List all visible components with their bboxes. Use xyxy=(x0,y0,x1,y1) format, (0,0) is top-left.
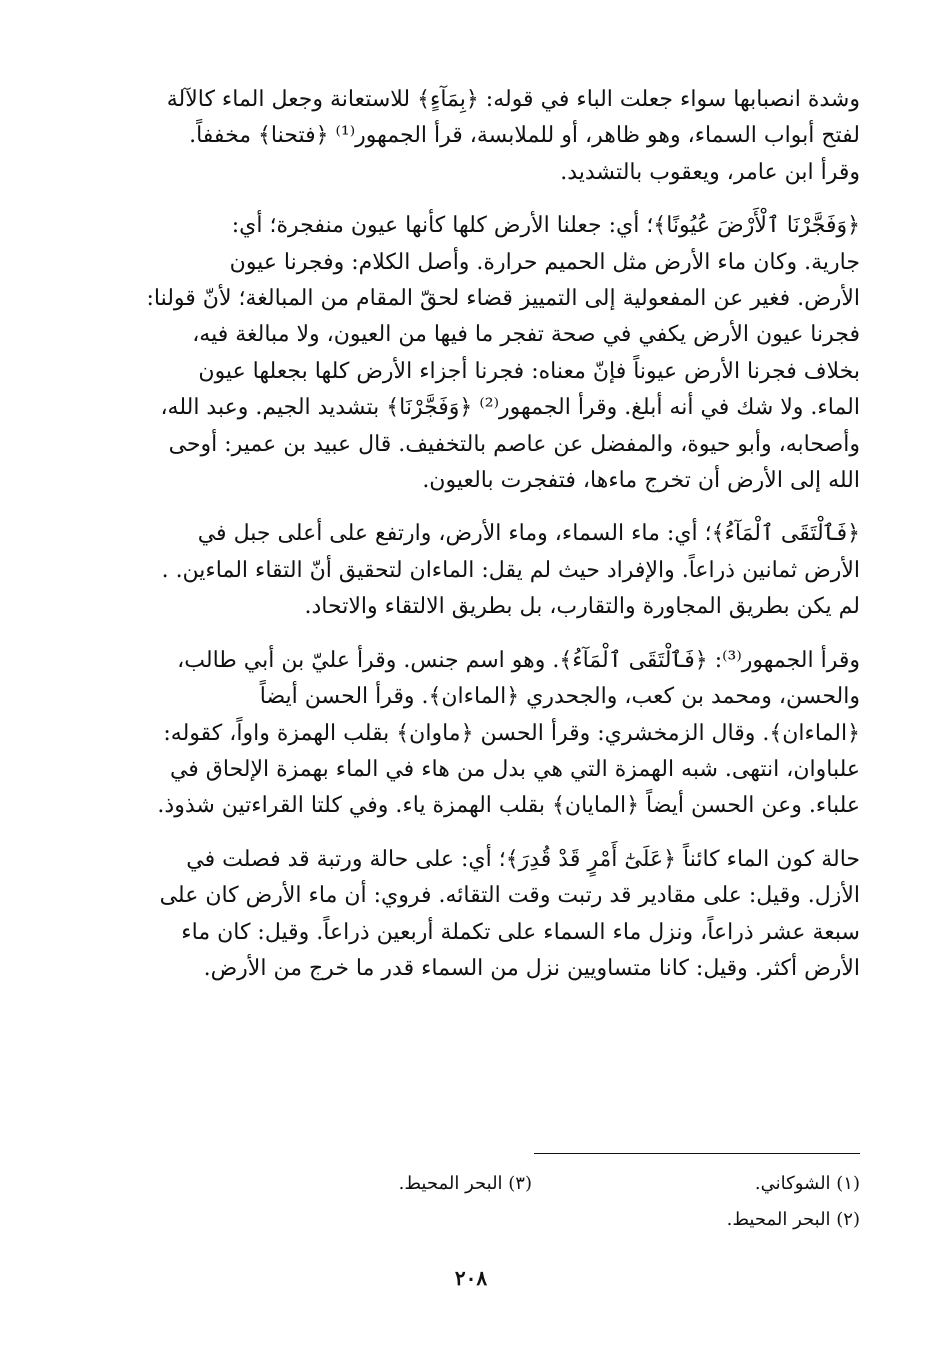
text-line: ﴿الماءان﴾. وقال الزمخشري: وقرأ الحسن ﴿ماوان﴾ بقلب الهمزة واواً، كقوله: xyxy=(163,720,860,746)
paragraph-1 xyxy=(88,82,860,191)
text-line: وقرأ ابن عامر، ويعقوب بالتشديد. xyxy=(560,159,860,185)
text-line: علباء. وعن الحسن أيضاً ﴿المايان﴾ بقلب الهمزة ياء. وفي كلتا القراءتين شذوذ. xyxy=(157,793,860,819)
paragraph-2 xyxy=(88,208,860,499)
footnote-row xyxy=(88,1202,860,1238)
text-line: وشدة انصبابها سواء جعلت الباء في قوله: ﴿بِمَآءٍ﴾ للاستعانة وجعل الماء كالآلة xyxy=(166,87,860,112)
paragraph-4 xyxy=(88,643,860,825)
text-line: سبعة عشر ذراعاً، ونزل ماء السماء على تكملة أربعين ذراعاً. وقيل: كان ماء xyxy=(181,919,860,945)
text-line: فجرنا عيون الأرض يكفي في صحة تفجر ما فيها من العيون، ولا مبالغة فيه، xyxy=(192,322,860,348)
text-line: وأصحابه، وأبو حيوة، والمفضل عن عاصم بالتخفيف. قال عبيد بن عمير: أوحى xyxy=(168,431,860,457)
text-line: الأرض أكثر. وقيل: كانا متساويين نزل من السماء قدر ما خرج من الأرض. xyxy=(203,955,860,981)
text-line: حالة كون الماء كائناً ﴿عَلَىٰٓ أَمْرٍ قَدْ قُدِرَ﴾؛ أي: على حالة ورتبة قد فصلت في xyxy=(186,846,860,872)
text-line: الأزل. وقيل: على مقادير قد رتبت وقت التقائه. فروي: أن ماء الأرض كان على xyxy=(159,883,860,909)
text-line: علباوان، انتهى. شبه الهمزة التي هي بدل من هاء في الماء بهمزة الإلحاق في xyxy=(169,756,860,782)
text-line: ﴿فَٱلْتَقَى ٱلْمَآءُ﴾؛ أي: ماء السماء، وماء الأرض، وارتفع على أعلى جبل في xyxy=(197,521,860,547)
text-line: لم يكن بطريق المجاورة والتقارب، بل بطريق الالتقاء والاتحاد. xyxy=(304,594,860,620)
text-line: ﴿وَفَجَّرْنَا ٱلْأَرْضَ عُيُونًا﴾؛ أي: جعلنا الأرض كلها كأنها عيون منفجرة؛ أي: xyxy=(231,213,860,239)
text-line: الأرض ثمانين ذراعاً. والإفراد حيث لم يقل: الماءان لتحقيق أنّ التقاء الماءين. . xyxy=(161,557,860,583)
main-text xyxy=(88,82,860,1004)
footnote-row xyxy=(88,1166,860,1202)
footnote-3: (٣) البحر المحيط. xyxy=(398,1173,532,1194)
paragraph-5 xyxy=(88,842,860,988)
footnote-2: (٢) البحر المحيط. xyxy=(726,1209,860,1230)
text-line: والحسن، ومحمد بن كعب، والجحدري ﴿الماءان﴾. وقرأ الحسن أيضاً xyxy=(259,684,860,710)
footnote-divider xyxy=(534,1153,860,1154)
footnote-1: (١) الشوكاني. xyxy=(754,1173,860,1194)
text-line: الماء. ولا شك في أنه أبلغ. وقرأ الجمهور⁽²⁾ ﴿وَفَجَّرْنَا﴾ بتشديد الجيم. وعبد الله، xyxy=(160,395,860,421)
page-number: ٢٠٨ xyxy=(454,1266,488,1290)
text-line: لفتح أبواب السماء، وهو ظاهر، أو للملابسة، قرأ الجمهور⁽¹⁾ ﴿فتحنا﴾ مخففاً. xyxy=(189,123,860,149)
text-line: الأرض. فغير عن المفعولية إلى التمييز قضاء لحقّ المقام من المبالغة؛ لأنّ قولنا: xyxy=(146,286,860,312)
footnotes xyxy=(88,1166,860,1238)
text-line: جارية. وكان ماء الأرض مثل الحميم حرارة. وأصل الكلام: وفجرنا عيون xyxy=(229,249,860,275)
text-line: بخلاف فجرنا الأرض عيوناً فإنّ معناه: فجرنا أجزاء الأرض كلها بجعلها عيون xyxy=(198,358,860,384)
text-line: وقرأ الجمهور⁽³⁾: ﴿فَٱلْتَقَى ٱلْمَآءُ﴾. وهو اسم جنس. وقرأ عليّ بن أبي طالب، xyxy=(177,647,860,673)
paragraph-3 xyxy=(88,516,860,625)
text-line: الله إلى الأرض أن تخرج ماءها، فتفجرت بالعيون. xyxy=(422,468,860,494)
